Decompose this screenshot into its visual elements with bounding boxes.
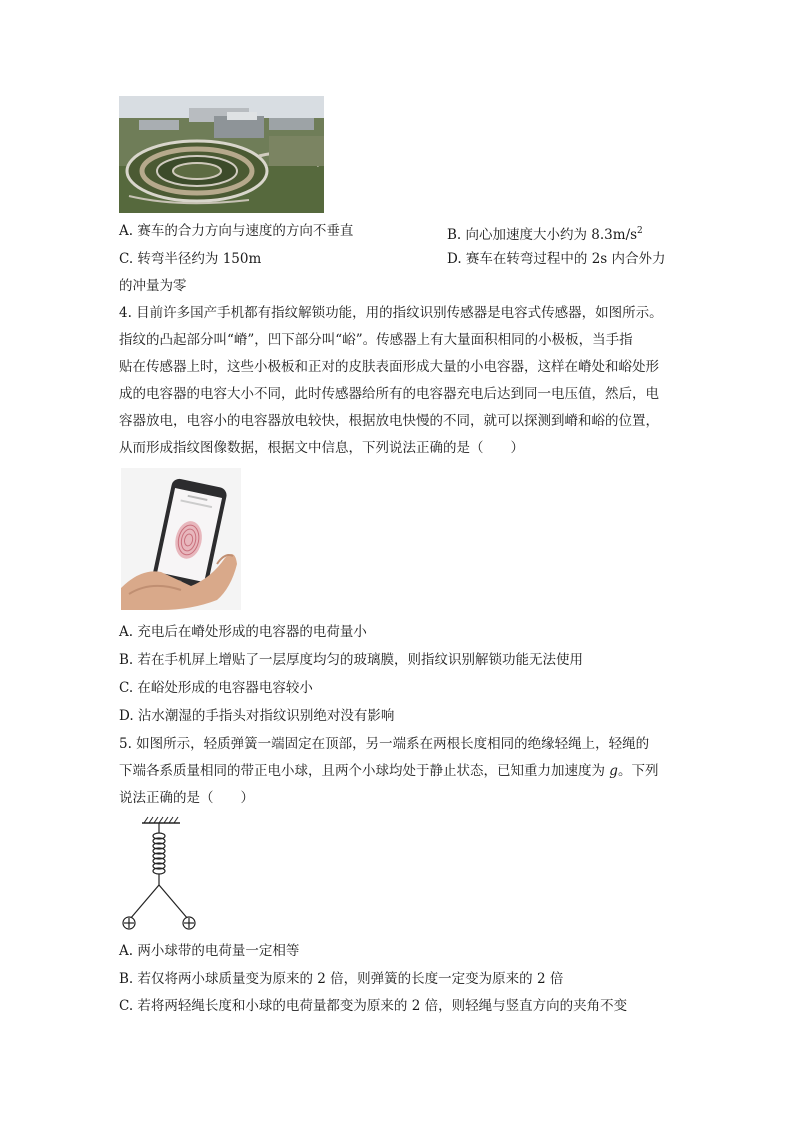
q5-text-line: 说法正确的是（ ） <box>119 790 254 806</box>
q3-option-b-text: B. 向心加速度大小约为 8.3m/s <box>447 227 638 243</box>
q5-option-a: A. 两小球带的电荷量一定相等 <box>119 943 300 959</box>
spring-diagram-svg <box>118 815 202 935</box>
q5-line2-b: 。下列 <box>617 763 659 779</box>
q4-text-line: 成的电容器的电容大小不同，此时传感器给所有的电容器充电后达到同一电压值，然后，电 <box>119 386 659 402</box>
q5-option-c: C. 若将两轻绳长度和小球的电荷量都变为原来的 2 倍，则轻绳与竖直方向的夹角不变 <box>119 998 628 1014</box>
q5-option-b: B. 若仅将两小球质量变为原来的 2 倍，则弹簧的长度一定变为原来的 2 倍 <box>119 971 564 987</box>
fingerprint-phone-photo <box>121 468 241 610</box>
racetrack-photo-illustration <box>119 96 324 213</box>
q4-text-line: 容器放电，电容小的电容器放电较快，根据放电快慢的不同，就可以探测到嵴和峪的位置， <box>119 413 659 429</box>
q3-option-b <box>447 222 643 244</box>
q5-text-line <box>119 762 658 780</box>
q4-option-c: C. 在峪处形成的电容器电容较小 <box>119 680 313 696</box>
q4-text-line: 指纹的凸起部分叫“嵴”，凹下部分叫“峪”。传感器上有大量面积相同的小极板，当手指 <box>119 332 633 348</box>
positive-charge-right-icon <box>183 917 195 929</box>
racetrack-photo <box>119 96 324 213</box>
q4-text-line: 4. 目前许多国产手机都有指纹解锁功能，用的指纹识别传感器是电容式传感器，如图所示。 <box>119 305 663 321</box>
q4-option-d: D. 沾水潮湿的手指头对指纹识别绝对没有影响 <box>119 708 395 724</box>
q5-text-line: 5. 如图所示，轻质弹簧一端固定在顶部，另一端系在两根长度相同的绝缘轻绳上，轻绳的 <box>119 736 650 752</box>
q3-option-b-superscript: 2 <box>637 226 643 236</box>
positive-charge-left-icon <box>123 917 135 929</box>
q4-option-a: A. 充电后在嵴处形成的电容器的电荷量小 <box>119 624 367 640</box>
phone-hand-illustration <box>121 468 241 610</box>
q4-text-line: 从而形成指纹图像数据，根据文中信息，下列说法正确的是（ ） <box>119 440 524 456</box>
q4-text-line: 贴在传感器上时，这些小极板和正对的皮肤表面形成大量的小电容器，这样在嵴处和峪处形 <box>119 359 659 375</box>
q3-option-d: D. 赛车在转弯过程中的 2s 内合外力 <box>447 251 666 267</box>
q3-option-a: A. 赛车的合力方向与速度的方向不垂直 <box>119 223 354 239</box>
q3-option-d-continued: 的冲量为零 <box>119 278 187 294</box>
q5-line2-a: 下端各系质量相同的带正电小球，且两个小球均处于静止状态，已知重力加速度为 <box>119 763 610 779</box>
q4-option-b: B. 若在手机屏上增贴了一层厚度均匀的玻璃膜，则指纹识别解锁功能无法使用 <box>119 652 584 668</box>
spring-charges-diagram <box>118 815 202 935</box>
gravity-symbol: g <box>609 763 618 779</box>
q3-option-c: C. 转弯半径约为 150m <box>119 251 262 267</box>
